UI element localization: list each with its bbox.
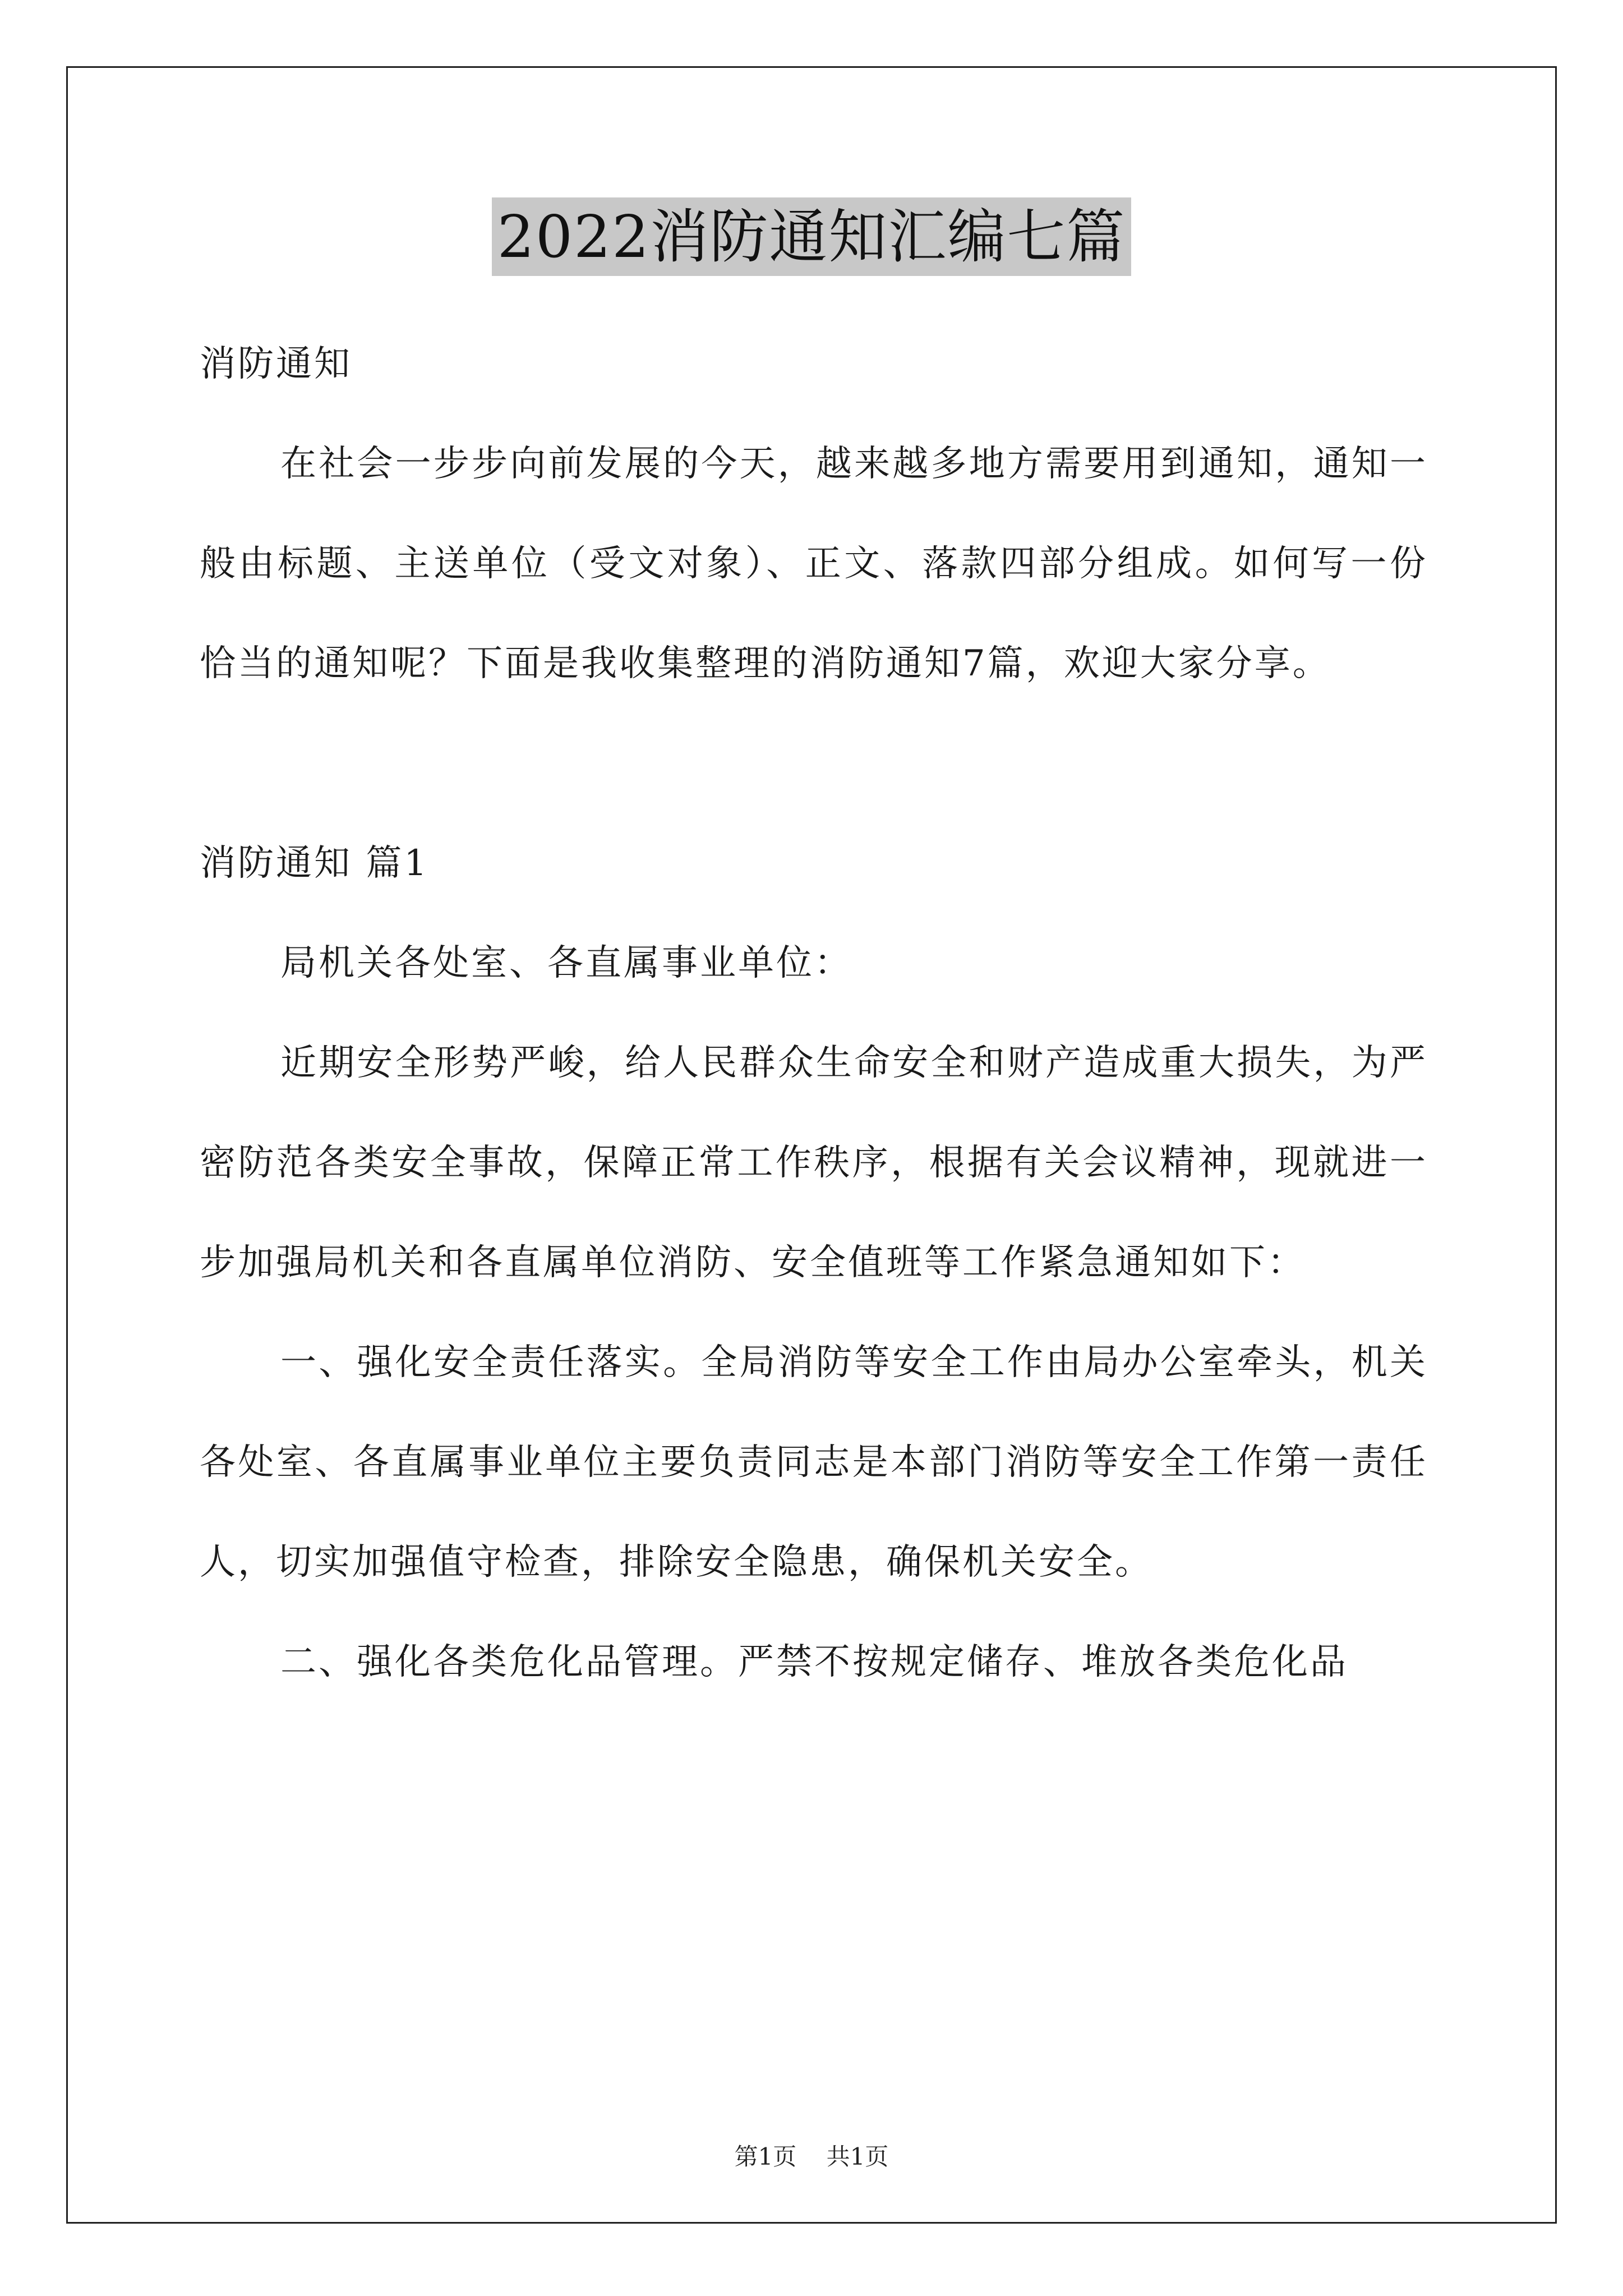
- title-wrapper: [0, 197, 1623, 276]
- paragraph: 在社会一步步向前发展的今天，越来越多地方需要用到通知，通知一般由标题、主送单位（受文对象）、正文、落款四部分组成。如何写一份恰当的通知呢？下面是我收集整理的消防通知7篇，欢迎大家分享。: [200, 443, 1428, 684]
- paragraph: 消防通知: [200, 343, 352, 385]
- paragraph: 局机关各处室、各直属事业单位：: [280, 942, 852, 984]
- paragraph: 一、强化安全责任落实。全局消防等安全工作由局办公室牵头，机关各处室、各直属事业单位主要负责同志是本部门消防等安全工作第一责任人，切实加强值守检查，排除安全隐患，确保机关安全。: [200, 1342, 1428, 1583]
- paragraph: 二、强化各类危化品管理。严禁不按规定储存、堆放各类危化品: [280, 1641, 1348, 1683]
- page-number: 第1页: [734, 2143, 797, 2170]
- paragraph: 近期安全形势严峻，给人民群众生命安全和财产造成重大损失，为严密防范各类安全事故，保障正常工作秩序，根据有关会议精神，现就进一步加强局机关和各直属单位消防、安全值班等工作紧急通知如下：: [200, 1042, 1428, 1283]
- paragraph: 消防通知 篇1: [200, 843, 430, 884]
- page-footer: [0, 2140, 1623, 2174]
- document-title: 2022消防通知汇编七篇: [492, 197, 1132, 276]
- page-total: 共1页: [826, 2143, 889, 2170]
- document-body: [200, 314, 1428, 1712]
